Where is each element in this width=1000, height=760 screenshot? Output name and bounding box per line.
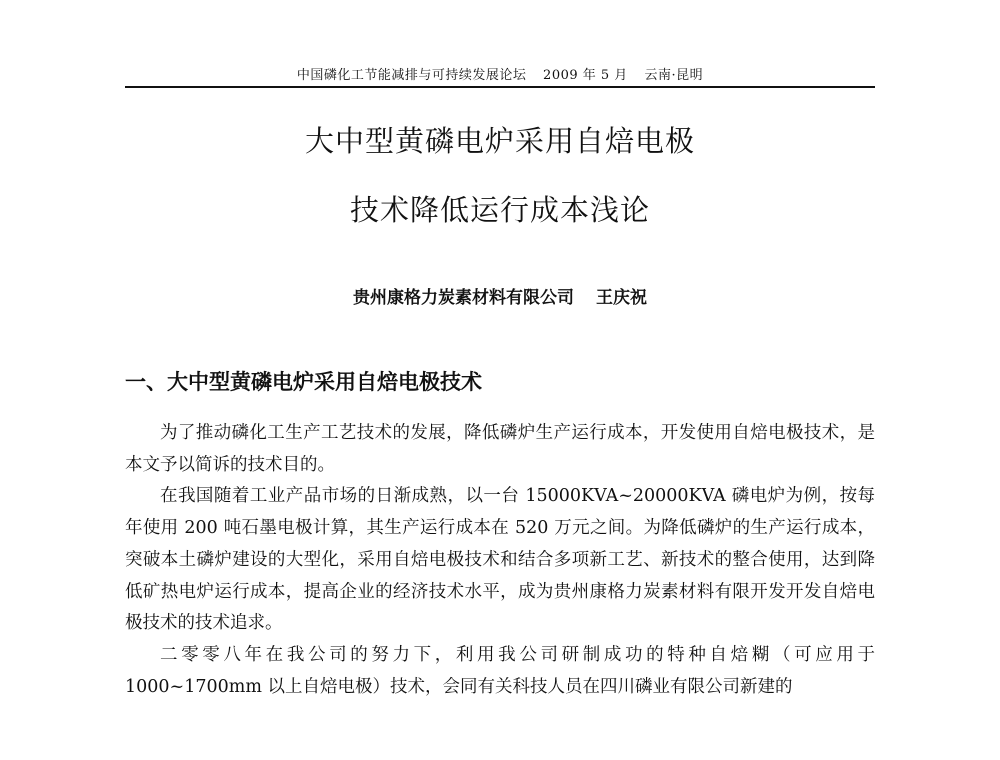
forum-name: 中国磷化工节能减排与可持续发展论坛 (296, 68, 527, 83)
body-text (125, 418, 875, 703)
forum-location: 云南·昆明 (644, 68, 704, 83)
paper-title-line-2: 技术降低运行成本浅论 (349, 193, 650, 227)
header-rule (125, 86, 875, 88)
paragraph-3: 二零零八年在我公司的努力下，利用我公司研制成功的特种自焙糊（可应用于 1000~1700mm 以上自焙电极）技术，会同有关科技人员在四川磷业有限公司新建的 (125, 644, 875, 697)
paragraph-1: 为了推动磷化工生产工艺技术的发展，降低磷炉生产运行成本，开发使用自焙电极技术，是本文予以简诉的技术目的。 (125, 423, 875, 475)
author-name: 王庆祝 (596, 288, 647, 308)
forum-date: 2009 年 5 月 (543, 68, 628, 83)
paragraph-2: 在我国随着工业产品市场的日渐成熟，以一台 15000KVA~20000KVA 磷电炉为例，按每年使用 200 吨石墨电极计算，其生产运行成本在 520 万元之间。为降低磷炉的生产运行成本，突破本土磷炉建设的大型化，采用自焙电极技术和结合多项新工艺、新技术的整合使用，达到降低矿热电炉运行成本，提高企业的经济技术水平，成为贵州康格力炭素材料有限开发开发自焙电极技术的技术追求。 (125, 486, 875, 634)
affiliation: 贵州康格力炭素材料有限公司 (353, 288, 574, 308)
section-heading: 一、大中型黄磷电炉采用自焙电极技术 (125, 370, 482, 394)
byline (125, 283, 875, 308)
paper-title-line-1: 大中型黄磷电炉采用自焙电极 (304, 124, 695, 158)
running-header (125, 64, 875, 83)
